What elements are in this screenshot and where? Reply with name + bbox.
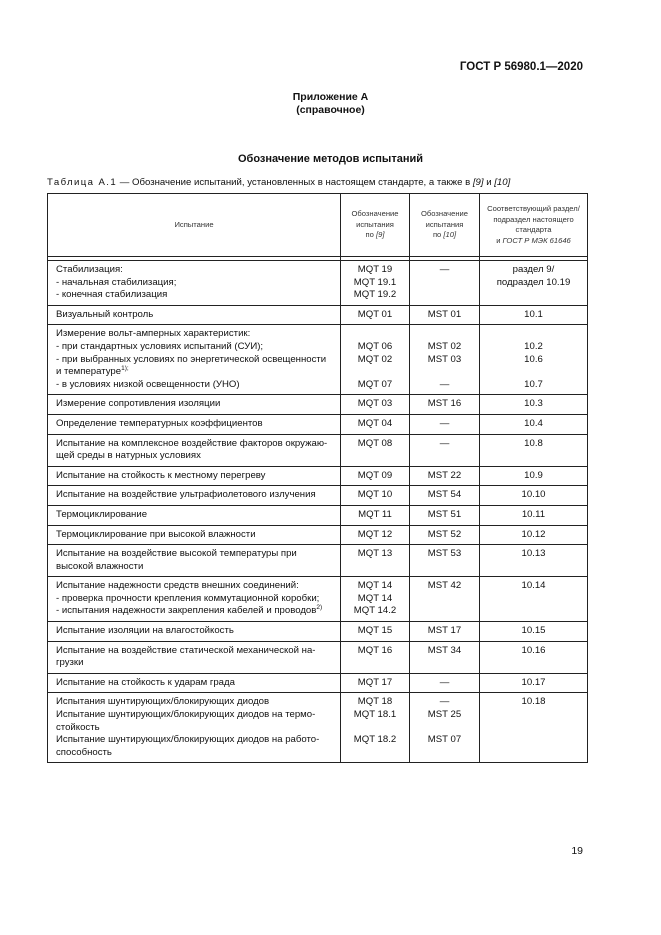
table-caption-text: — Обозначение испытаний, установленных в настоящем стандарте, а также в xyxy=(117,177,473,188)
designation-9-cell: MQT 17 xyxy=(341,673,410,693)
designation-9-cell: MQT 06 MQT 02 MQT 07 xyxy=(341,325,410,395)
section-cell: 10.16 xyxy=(480,641,588,673)
designation-9-cell: MQT 08 xyxy=(341,434,410,466)
reference-10: [10] xyxy=(494,177,511,188)
designation-9-cell: MQT 09 xyxy=(341,466,410,486)
table-row xyxy=(48,486,588,506)
table-row xyxy=(48,577,588,622)
section-cell: 10.12 xyxy=(480,525,588,545)
designation-10-cell: MST 51 xyxy=(410,505,480,525)
designation-10-cell: MST 52 xyxy=(410,525,480,545)
test-name-cell: Испытание на стойкость к местному перегреву xyxy=(48,466,341,486)
section-cell: 10.15 xyxy=(480,622,588,642)
test-name-cell: Визуальный контроль xyxy=(48,305,341,325)
designation-10-cell: MST 02 MST 03 — xyxy=(410,325,480,395)
table-row xyxy=(48,414,588,434)
table-row xyxy=(48,325,588,395)
designation-9-cell: MQT 11 xyxy=(341,505,410,525)
section-cell: 10.17 xyxy=(480,673,588,693)
designation-10-cell: MST 54 xyxy=(410,486,480,506)
designation-10-cell: MST 17 xyxy=(410,622,480,642)
designation-9-cell: MQT 13 xyxy=(341,545,410,577)
section-cell: 10.14 xyxy=(480,577,588,622)
section-cell: 10.13 xyxy=(480,545,588,577)
test-name-cell: Измерение сопротивления изоляции xyxy=(48,395,341,415)
table-row xyxy=(48,261,588,306)
appendix-heading xyxy=(0,91,661,117)
appendix-subtitle: (справочное) xyxy=(296,104,365,116)
test-name-cell: Испытание изоляции на влагостойкость xyxy=(48,622,341,642)
designation-9-cell: MQT 14 MQT 14 MQT 14.2 xyxy=(341,577,410,622)
section-cell: 10.11 xyxy=(480,505,588,525)
table-caption xyxy=(47,177,510,188)
section-cell: 10.1 xyxy=(480,305,588,325)
designation-10-cell: MST 01 xyxy=(410,305,480,325)
section-cell: 10.2 10.6 10.7 xyxy=(480,325,588,395)
test-name-cell: Испытание на стойкость к ударам града xyxy=(48,673,341,693)
test-name-cell: Испытание надежности средств внешних соединений: - проверка прочности крепления коммутационной коробки; - испытания надежности закрепления кабелей и проводов$^{2)}$ xyxy=(48,577,341,622)
footnote-marker: 2) xyxy=(316,604,323,612)
test-name-cell: Стабилизация: - начальная стабилизация; - конечная стабилизация xyxy=(48,261,341,306)
header-test: Испытание xyxy=(48,194,341,257)
designation-9-cell: MQT 04 xyxy=(341,414,410,434)
section-cell: 10.8 xyxy=(480,434,588,466)
designation-9-cell: MQT 10 xyxy=(341,486,410,506)
table-row xyxy=(48,622,588,642)
table-row xyxy=(48,466,588,486)
table-caption-and: и xyxy=(483,177,495,188)
table-row xyxy=(48,525,588,545)
designation-10-cell: MST 16 xyxy=(410,395,480,415)
designation-9-cell: MQT 12 xyxy=(341,525,410,545)
designation-10-cell: MST 42 xyxy=(410,577,480,622)
appendix-title: Приложение А xyxy=(292,91,369,103)
section-cell: 10.10 xyxy=(480,486,588,506)
designation-10-cell: — xyxy=(410,261,480,306)
test-name-cell: Термоциклирование xyxy=(48,505,341,525)
designation-10-cell: — xyxy=(410,434,480,466)
table-caption-label: Таблица А.1 xyxy=(47,177,118,188)
designation-10-cell: — xyxy=(410,414,480,434)
section-cell: 10.9 xyxy=(480,466,588,486)
test-name-cell: Испытания шунтирующих/блокирующих диодов Испытание шунтирующих/блокирующих диодов на термо-стойкость Испытание шунтирующих/блокирующих диодов на работо-способность xyxy=(48,693,341,763)
header-section: Соответствующий раздел/подраздел настоящего стандарта и ГОСТ Р МЭК 61646 xyxy=(480,194,588,257)
test-name-cell: Термоциклирование при высокой влажности xyxy=(48,525,341,545)
table-row xyxy=(48,395,588,415)
page-number: 19 xyxy=(571,845,583,857)
test-name-cell: Испытание на воздействие статической механической на-грузки xyxy=(48,641,341,673)
designation-9-cell: MQT 18 MQT 18.1 MQT 18.2 xyxy=(341,693,410,763)
section-cell: 10.3 xyxy=(480,395,588,415)
footnote-marker: 1); xyxy=(121,364,129,372)
table-row xyxy=(48,545,588,577)
document-code: ГОСТ Р 56980.1—2020 xyxy=(459,61,583,73)
test-name-cell: Измерение вольт-амперных характеристик: - при стандартных условиях испытаний (СУИ); - при выбранных условиях по энергетической освещенности и температуре$^{1);}$ - в условиях низкой освещенности (УНО) xyxy=(48,325,341,395)
designation-9-cell: MQT 16 xyxy=(341,641,410,673)
designation-10-cell: — xyxy=(410,673,480,693)
section-cell: раздел 9/ подраздел 10.19 xyxy=(480,261,588,306)
designation-10-cell: MST 34 xyxy=(410,641,480,673)
section-cell: 10.4 xyxy=(480,414,588,434)
designation-10-cell: MST 22 xyxy=(410,466,480,486)
table-row xyxy=(48,693,588,763)
header-designation-9: Обозначение испытания по [9] xyxy=(341,194,410,257)
test-name-cell: Испытание на воздействие высокой температуры при высокой влажности xyxy=(48,545,341,577)
designation-10-cell: MST 53 xyxy=(410,545,480,577)
table-row xyxy=(48,305,588,325)
designation-9-cell: MQT 01 xyxy=(341,305,410,325)
section-title: Обозначение методов испытаний xyxy=(237,153,423,165)
table-row xyxy=(48,641,588,673)
test-name-cell: Определение температурных коэффициентов xyxy=(48,414,341,434)
test-name-cell: Испытание на комплексное воздействие факторов окружаю-щей среды в натурных условиях xyxy=(48,434,341,466)
header-designation-10: Обозначение испытания по [10] xyxy=(410,194,480,257)
designation-9-cell: MQT 15 xyxy=(341,622,410,642)
test-designation-table xyxy=(47,193,588,763)
section-cell: 10.18 xyxy=(480,693,588,763)
table-row xyxy=(48,434,588,466)
reference-9: [9] xyxy=(472,177,484,188)
test-name-cell: Испытание на воздействие ультрафиолетового излучения xyxy=(48,486,341,506)
designation-10-cell: — MST 25 MST 07 xyxy=(410,693,480,763)
table-row xyxy=(48,505,588,525)
designation-9-cell: MQT 19 MQT 19.1 MQT 19.2 xyxy=(341,261,410,306)
table-row xyxy=(48,673,588,693)
designation-9-cell: MQT 03 xyxy=(341,395,410,415)
